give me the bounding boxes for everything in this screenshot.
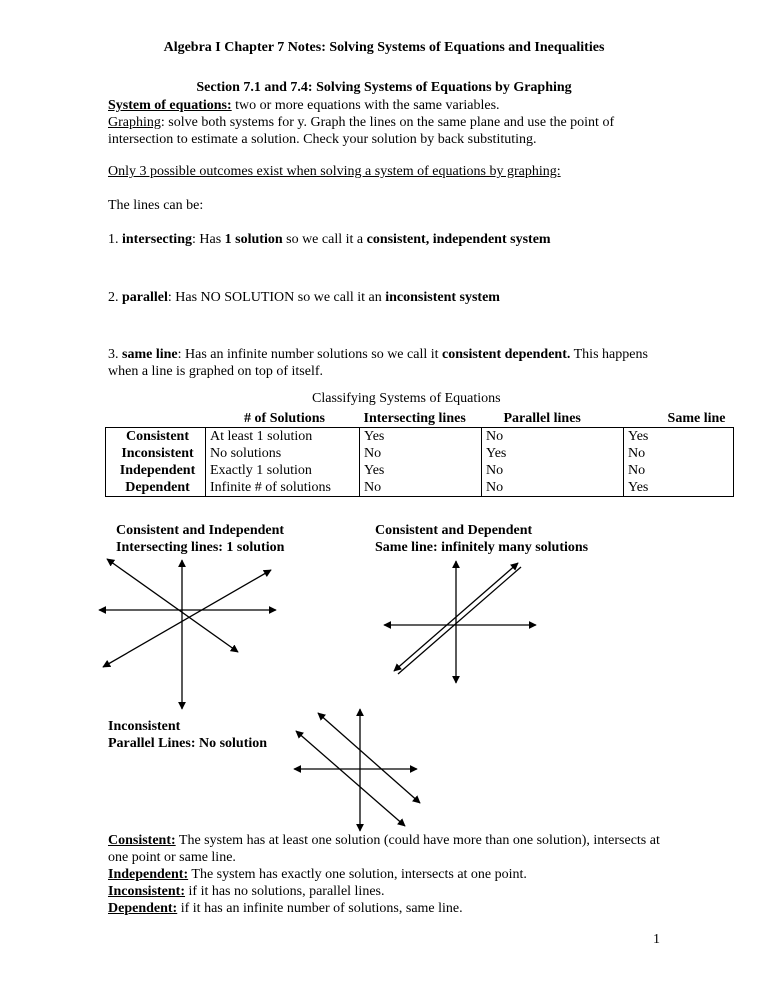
caption-line: Intersecting lines: 1 solution <box>116 540 285 555</box>
row-label: Dependent <box>106 479 206 497</box>
table-header-row <box>106 410 734 428</box>
line-a <box>103 570 271 667</box>
line-b <box>296 731 405 826</box>
summary-text: The system has exactly one solution, intersects at one point. <box>188 867 527 882</box>
definition-text: : solve both systems for y. Graph the lines on the same plane and use the point of <box>160 115 615 130</box>
outcomes-intro: Only 3 possible outcomes exist when solving a system of equations by graphing: <box>108 164 561 179</box>
outcome-intersecting <box>108 231 551 248</box>
caption-line: Consistent and Dependent <box>375 523 533 538</box>
outcome-number: 3. <box>108 347 122 362</box>
table-cell: At least 1 solution <box>206 428 360 446</box>
outcome-emphasis: consistent, independent system <box>366 232 551 247</box>
table-cell: No <box>482 428 624 446</box>
caption-line: Same line: infinitely many solutions <box>375 540 589 555</box>
summary-consistent-cont: one point or same line. <box>108 850 236 865</box>
outcome-same-line-cont: when a line is graphed on top of itself. <box>108 364 324 379</box>
summary-text: The system has at least one solution (could have more than one solution), intersects at <box>175 833 660 848</box>
outcome-text: : Has an infinite number solutions so we call it <box>177 347 443 362</box>
outcome-parallel <box>108 289 500 306</box>
page-number: 1 <box>653 932 660 947</box>
table-cell: No <box>360 445 482 462</box>
summary-consistent <box>108 832 660 849</box>
table-row <box>106 428 734 446</box>
caption-line: Parallel Lines: No solution <box>108 736 268 751</box>
summary-independent <box>108 866 527 883</box>
line-a <box>318 713 420 803</box>
table-row <box>106 479 734 497</box>
definition-graphing-cont: intersection to estimate a solution. Check your solution by back substituting. <box>108 132 537 147</box>
row-label: Consistent <box>106 428 206 446</box>
outcome-text: so we call it a <box>282 232 367 247</box>
outcome-text: : Has <box>191 232 225 247</box>
lines-can-be: The lines can be: <box>108 198 204 213</box>
outcome-text: : Has NO SOLUTION so we call it an <box>167 290 386 305</box>
row-label: Inconsistent <box>106 445 206 462</box>
table-cell: Yes <box>360 428 482 446</box>
definition-system <box>108 97 500 114</box>
caption-line: Inconsistent <box>108 719 181 734</box>
intersecting-lines-graph <box>95 555 280 715</box>
table-header: # of Solutions <box>244 411 325 426</box>
same-line-graph <box>380 557 540 687</box>
outcome-emphasis: inconsistent system <box>385 290 500 305</box>
summary-text: if it has no solutions, parallel lines. <box>185 884 385 899</box>
definition-term: System of equations: <box>108 98 232 113</box>
summary-term: Inconsistent: <box>108 884 186 899</box>
table-cell: Exactly 1 solution <box>206 462 360 479</box>
table-cell: Yes <box>360 462 482 479</box>
table-cell: No <box>360 479 482 497</box>
line-b <box>107 559 238 652</box>
table-row <box>106 462 734 479</box>
table-corner <box>106 410 206 428</box>
table-cell: Yes <box>482 445 624 462</box>
table-cell: Infinite # of solutions <box>206 479 360 497</box>
outcome-term: same line <box>122 347 178 362</box>
graph-caption-intersecting <box>116 522 284 556</box>
outcome-emphasis: consistent dependent. <box>442 347 571 362</box>
parallel-lines-graph <box>290 705 425 835</box>
outcome-number: 2. <box>108 290 122 305</box>
table-header: Same line <box>667 411 726 426</box>
outcome-term: parallel <box>122 290 168 305</box>
table-cell: No <box>482 462 624 479</box>
graph-caption-same-line <box>375 522 588 556</box>
classification-table <box>105 410 734 497</box>
outcome-text: This happens <box>570 347 648 362</box>
table-cell: No <box>482 479 624 497</box>
table-row <box>106 445 734 462</box>
table-caption: Classifying Systems of Equations <box>312 391 501 406</box>
table-cell: No solutions <box>206 445 360 462</box>
document-title: Algebra I Chapter 7 Notes: Solving Systems of Equations and Inequalities <box>163 40 605 55</box>
caption-line: Consistent and Independent <box>116 523 285 538</box>
outcome-same-line <box>108 346 648 363</box>
summary-term: Dependent: <box>108 901 178 916</box>
graph-caption-parallel <box>108 718 267 752</box>
table-cell: Yes <box>624 428 734 446</box>
table-header: Parallel lines <box>503 411 581 426</box>
summary-text: if it has an infinite number of solutions, same line. <box>177 901 463 916</box>
table-cell: Yes <box>624 479 734 497</box>
table-cell: No <box>624 462 734 479</box>
definition-text: two or more equations with the same variables. <box>231 98 500 113</box>
table-header: Intersecting lines <box>363 411 466 426</box>
table-cell: No <box>624 445 734 462</box>
summary-term: Independent: <box>108 867 189 882</box>
line-b <box>398 567 521 674</box>
outcome-emphasis: 1 solution <box>224 232 283 247</box>
section-heading: Section 7.1 and 7.4: Solving Systems of Equations by Graphing <box>196 80 572 95</box>
definition-graphing <box>108 114 614 131</box>
outcome-term: intersecting <box>122 232 192 247</box>
summary-term: Consistent: <box>108 833 176 848</box>
summary-dependent <box>108 900 463 917</box>
outcome-number: 1. <box>108 232 122 247</box>
definition-term: Graphing <box>108 115 161 130</box>
summary-inconsistent <box>108 883 385 900</box>
row-label: Independent <box>106 462 206 479</box>
